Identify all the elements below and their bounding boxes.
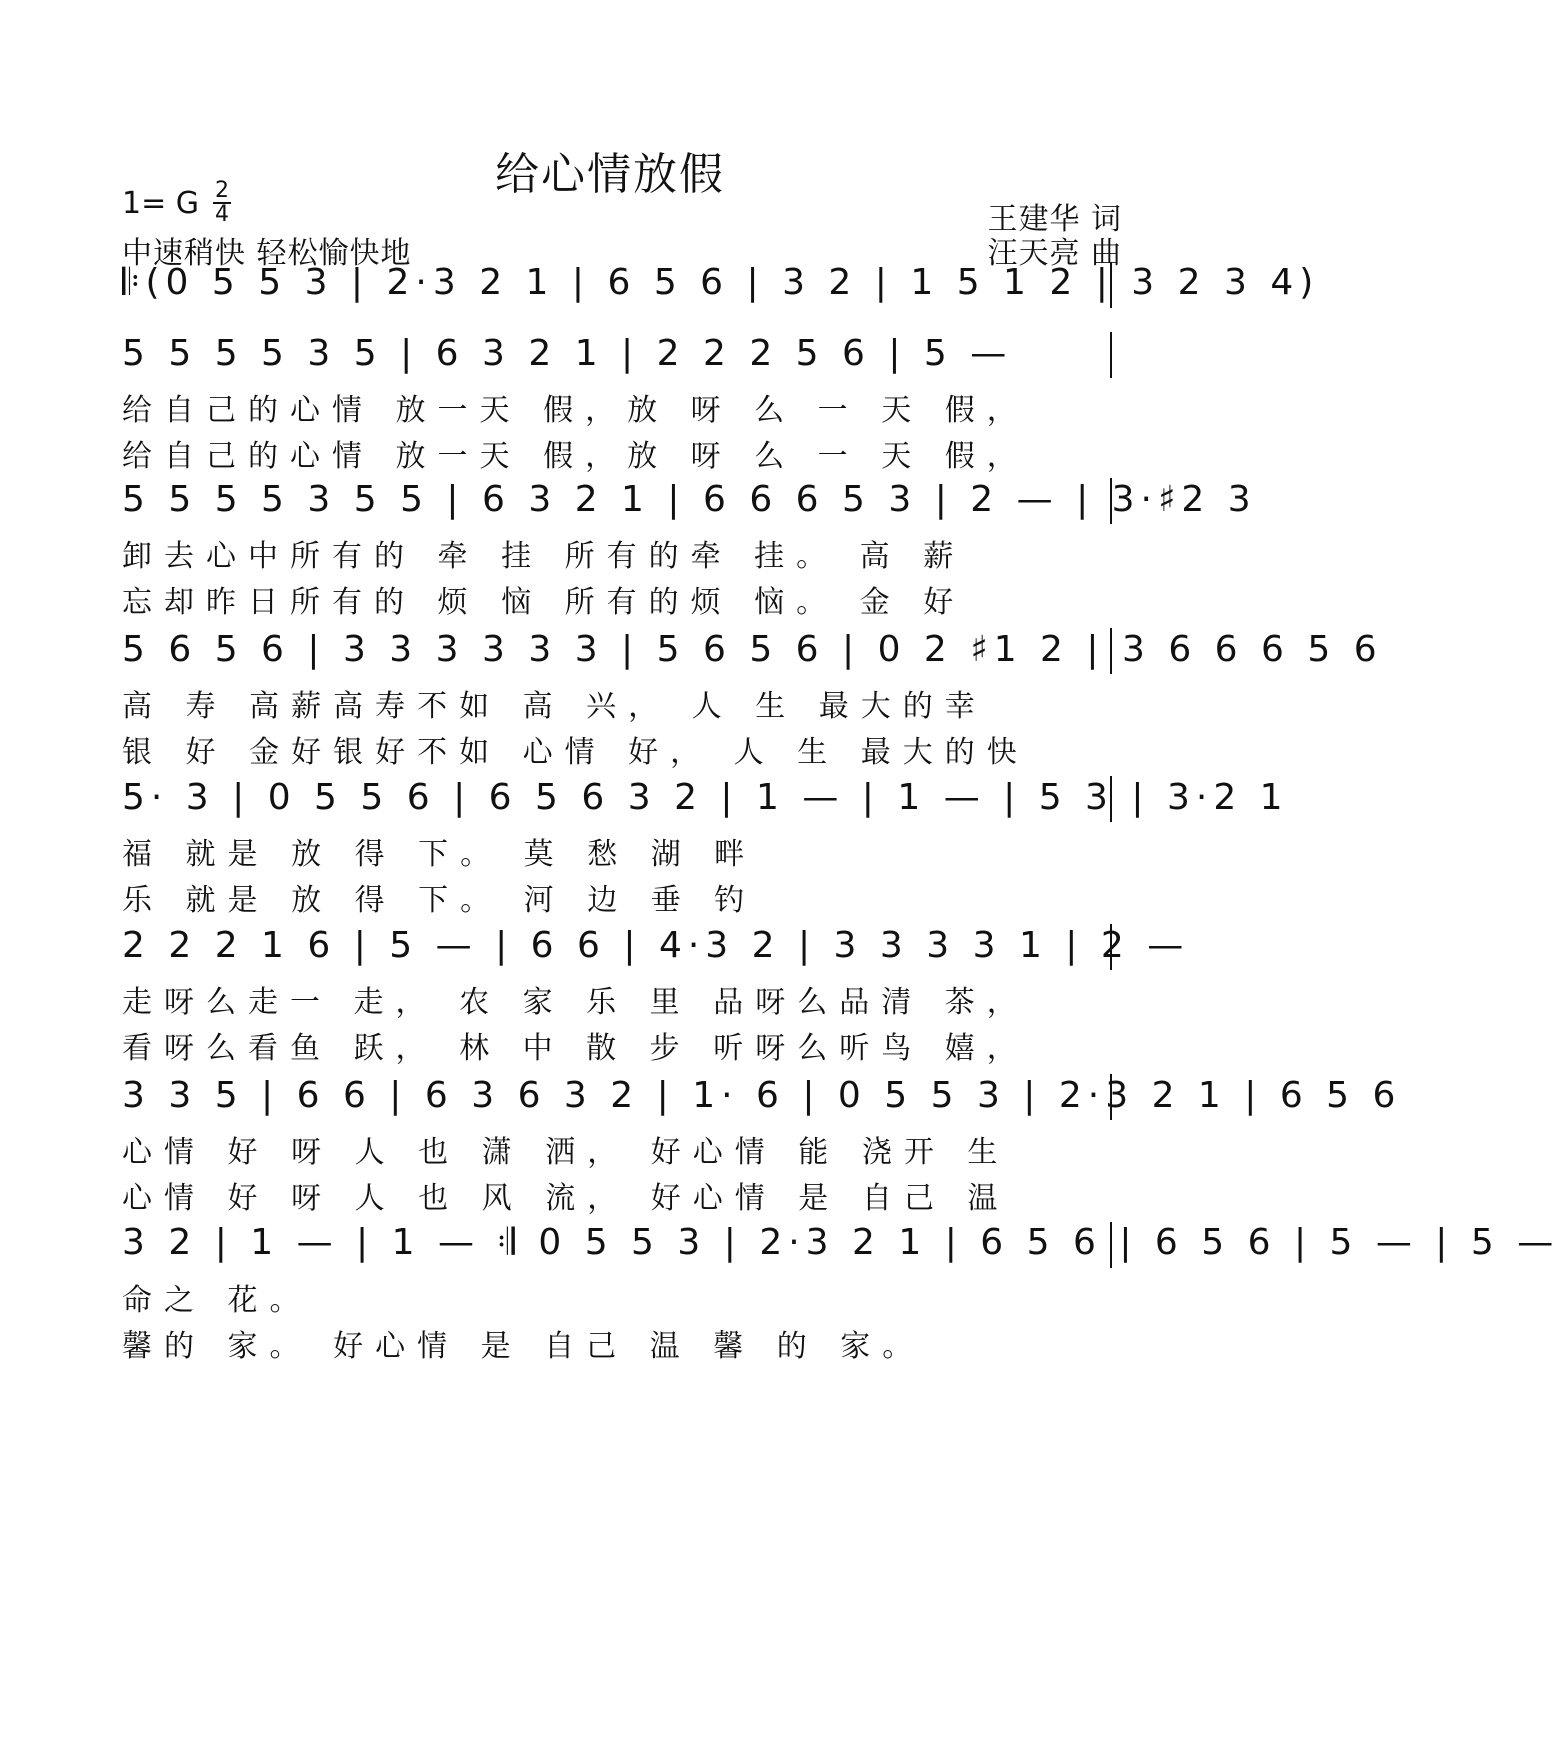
lyric-line-2: 乐 就是 放 得 下。 河 边 垂 钓 (122, 883, 757, 918)
notation-text: 3 3 5 | 6 6 | 6 3 6 3 2 | 1· 6 | 0 5 5 3 | 2·3 2 1 | 6 5 6 (122, 1074, 1402, 1116)
key-label: 1= G (122, 185, 200, 221)
notation-text: 𝄆(0 5 5 3 | 2·3 2 1 | 6 5 6 | 3 2 | 1 5 1 2 | 3 2 3 4) (122, 262, 1320, 303)
music-system (122, 914, 1190, 1068)
lyric-line-2: 看呀么看鱼 跃， 林 中 散 步 听呀么听鸟 嬉， (122, 1031, 1029, 1066)
lyric-line-1: 卸去心中所有的 牵 挂 所有的牵 挂。 高 薪 (122, 539, 966, 574)
lyric-line-2: 银 好 金好银好不如 心情 好， 人 生 最大的快 (122, 735, 1029, 770)
lyric-line-1: 走呀么走一 走， 农 家 乐 里 品呀么品清 茶， (122, 985, 1029, 1020)
notation-line (122, 468, 1257, 530)
key-signature (122, 180, 231, 226)
notation-text: 5 5 5 5 3 5 5 | 6 3 2 1 | 6 6 6 5 3 | 2 — | 3·♯2 3 (122, 478, 1257, 520)
notation-line (122, 914, 1190, 976)
lyric-line-1: 心情 好 呀 人 也 潇 洒， 好心情 能 浇开 生 (122, 1135, 1010, 1170)
notation-text: 3 2 | 1 — | 1 — 𝄇 0 5 5 3 | 2·3 2 1 | 6 5 6 | 6 5 6 | 5 — | 5 — (122, 1222, 1559, 1263)
notation-line (122, 1212, 1559, 1274)
notation-text: 5 5 5 5 3 5 | 6 3 2 1 | 2 2 2 5 6 | 5 — (122, 332, 1013, 374)
lyric-line-2: 馨的 家。 好心情 是 自己 温 馨 的 家。 (122, 1329, 925, 1364)
music-system (122, 1064, 1402, 1218)
lyric-line-1: 给自己的心情 放一天 假，放 呀 么 一 天 假， (122, 393, 1029, 428)
lyric-line-1: 福 就是 放 得 下。 莫 愁 湖 畔 (122, 837, 757, 872)
lyricist-credit: 王建华 词 (987, 202, 1122, 237)
notation-line (122, 766, 1289, 828)
song-title: 给心情放假 (495, 149, 725, 200)
notation-text: 5· 3 | 0 5 5 6 | 6 5 6 3 2 | 1 — | 1 — | 5 3 | 3·2 1 (122, 776, 1289, 818)
music-system (122, 766, 1289, 920)
lyric-line-2: 给自己的心情 放一天 假，放 呀 么 一 天 假， (122, 439, 1029, 474)
music-system (122, 1212, 1559, 1366)
music-system (122, 618, 1383, 772)
time-numerator: 2 (215, 178, 230, 203)
notation-text: 5 6 5 6 | 3 3 3 3 3 3 | 5 6 5 6 | 0 2 ♯1 2 | 3 6 6 6 5 6 (122, 628, 1383, 670)
notation-line (122, 252, 1320, 314)
notation-line (122, 322, 1112, 384)
music-system (122, 322, 1112, 476)
lyric-line-1: 高 寿 高薪高寿不如 高 兴， 人 生 最大的幸 (122, 689, 987, 724)
notation-line (122, 618, 1383, 680)
notation-text: 2 2 2 1 6 | 5 — | 6 6 | 4·3 2 | 3 3 3 3 1 | 2 — (122, 924, 1190, 966)
music-system (122, 468, 1257, 622)
time-denominator: 4 (215, 202, 230, 227)
time-signature (213, 180, 231, 226)
lyric-line-2: 心情 好 呀 人 也 风 流， 好心情 是 自己 温 (122, 1181, 1010, 1216)
lyric-line-1: 命之 花。 (122, 1283, 312, 1318)
notation-line (122, 1064, 1402, 1126)
tempo-marking: 中速稍快 轻松愉快地 (122, 236, 412, 271)
music-system (122, 252, 1320, 314)
composer-credit: 汪天亮 曲 (987, 236, 1122, 271)
lyric-line-2: 忘却昨日所有的 烦 恼 所有的烦 恼。 金 好 (122, 585, 966, 620)
